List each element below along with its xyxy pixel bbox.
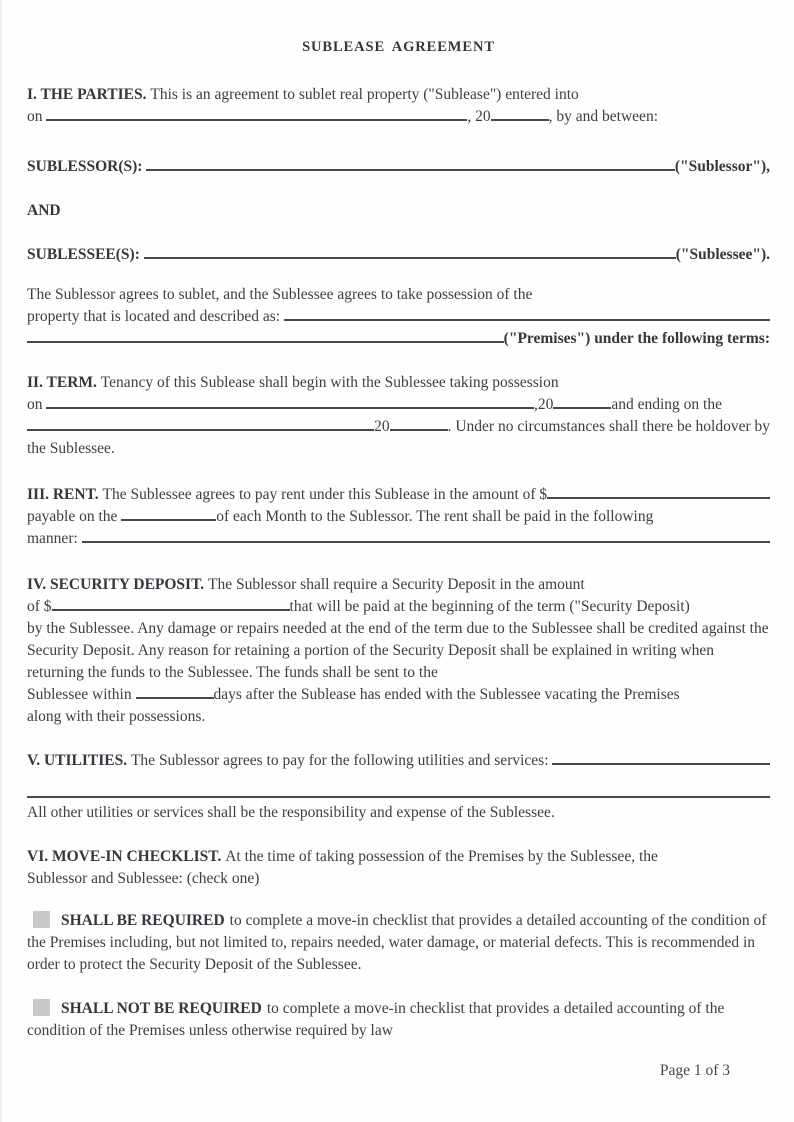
deposit-closing-line: along with their possessions.: [27, 708, 206, 725]
by-and-between-text: , by and between:: [548, 108, 658, 125]
term-heading: II. TERM.: [27, 374, 101, 391]
deposit-days-blank[interactable]: [136, 684, 214, 699]
sublessor-name-blank[interactable]: [146, 156, 675, 171]
deposit-return-line: [27, 684, 770, 706]
deposit-heading: IV. SECURITY DEPOSIT.: [27, 576, 209, 593]
term-ending-text: and ending on the: [611, 396, 722, 413]
utilities-list-blank-2[interactable]: [27, 778, 770, 798]
deposit-intro-line: [27, 574, 770, 596]
checklist-heading: VI. MOVE-IN CHECKLIST.: [27, 848, 226, 865]
not-required-checkbox[interactable]: [33, 999, 50, 1016]
term-start-date-line: [27, 394, 770, 416]
parties-heading: I. THE PARTIES.: [27, 86, 151, 103]
term-closing-line: the Sublessee.: [27, 440, 115, 457]
checklist-intro-text: At the time of taking possession of the Premises by the Sublessee, the: [225, 848, 658, 865]
deposit-within-prefix: Sublessee within: [27, 686, 136, 703]
term-end-date-blank[interactable]: [27, 416, 374, 431]
utilities-intro-text: The Sublessor agrees to pay for the following utilities and services:: [130, 752, 553, 769]
parties-intro-text: This is an agreement to sublet real property ("Sublease") entered into: [150, 86, 579, 103]
possession-paragraph: [27, 284, 770, 350]
document-title: SUBLEASE AGREEMENT: [302, 39, 495, 55]
possession-line-2: [27, 306, 770, 328]
checklist-intro-line-2: Sublessor and Sublessee: (check one): [27, 870, 260, 887]
premises-defined-term: ("Premises") under the following terms:: [503, 330, 770, 347]
rent-manner-label: manner:: [27, 530, 82, 547]
rent-intro-text: The Sublessee agrees to pay rent under this Sublease in the amount of $: [102, 486, 548, 503]
sublessor-defined-term: ("Sublessor"),: [674, 158, 770, 175]
rent-payable-prefix: payable on the: [27, 508, 122, 525]
utilities-closing-line: All other utilities or services shall be the responsibility and expense of the Sublessee.: [27, 804, 555, 821]
page-number: Page 1 of 3: [659, 1062, 730, 1079]
property-described-as-text: property that is located and described as:: [27, 308, 284, 325]
property-description-blank-1[interactable]: [284, 306, 770, 321]
sublessee-label: SUBLESSEE(S):: [27, 246, 144, 263]
term-intro-text: Tenancy of this Sublease shall begin with the Sublessee taking possession: [100, 374, 559, 391]
term-end-year-blank[interactable]: [390, 416, 448, 431]
rent-amount-blank[interactable]: [547, 484, 770, 499]
rent-day-blank[interactable]: [121, 506, 216, 521]
checklist-option-not-required: [27, 998, 770, 1042]
section-move-in-checklist: [27, 846, 770, 890]
sublessee-line: [27, 244, 770, 266]
term-holdover-text: . Under no circumstances shall there be holdover by: [447, 418, 770, 435]
not-required-option-label: SHALL NOT BE REQUIRED: [61, 1000, 262, 1017]
and-conjunction: AND: [27, 202, 61, 219]
rent-payable-suffix: of each Month to the Sublessor. The rent shall be paid in the following: [216, 508, 654, 525]
required-checkbox[interactable]: [33, 911, 50, 928]
sublessee-name-blank[interactable]: [144, 244, 676, 259]
rent-payable-line: [27, 506, 770, 528]
possession-line-1: The Sublessor agrees to sublet, and the Sublessee agrees to take possession of the: [27, 286, 533, 303]
deposit-of-label: of $: [27, 598, 52, 615]
term-intro-line: [27, 372, 770, 394]
property-description-blank-2[interactable]: [27, 328, 504, 343]
deposit-amount-line: [27, 596, 770, 618]
agreement-date-blank[interactable]: [46, 106, 467, 121]
term-start-year-blank[interactable]: [553, 394, 611, 409]
section-rent: [27, 484, 770, 550]
parties-intro-line: [27, 84, 770, 106]
deposit-intro-text: The Sublessor shall require a Security Deposit in the amount: [208, 576, 585, 593]
term-end-date-line: [27, 416, 770, 438]
rent-manner-line: [27, 528, 770, 550]
possession-line-3: [27, 328, 770, 350]
rent-manner-blank[interactable]: [82, 528, 770, 543]
rent-amount-line: [27, 484, 770, 506]
not-required-option-text: to complete a move-in checklist that provides a detailed accounting of the condition of the Premises unless otherwise required by law: [27, 1000, 725, 1039]
deposit-after-amount-text: that will be paid at the beginning of the term ("Security Deposit): [289, 598, 690, 615]
utilities-heading: V. UTILITIES.: [27, 752, 131, 769]
term-end-year-prefix: 20: [374, 418, 390, 435]
required-option-text: to complete a move-in checklist that provides a detailed accounting of the condition of the Premises including, but not limited to, repairs needed, water damage, or material defects. This is recommended in order to protect the Security Deposit of the Sublessee.: [27, 912, 767, 973]
checklist-intro-line-1: [27, 846, 770, 868]
sublessor-label: SUBLESSOR(S):: [27, 158, 147, 175]
utilities-list-blank-1[interactable]: [552, 750, 770, 765]
deposit-within-suffix: days after the Sublease has ended with the Sublessee vacating the Premises: [213, 686, 680, 703]
parties-date-line: [27, 106, 770, 128]
utilities-intro-line: [27, 750, 770, 772]
sublessor-line: [27, 156, 770, 178]
deposit-amount-blank[interactable]: [52, 596, 290, 611]
required-option-label: SHALL BE REQUIRED: [61, 912, 225, 929]
agreement-year-blank[interactable]: [491, 106, 549, 121]
rent-heading: III. RENT.: [27, 486, 103, 503]
section-utilities: [27, 750, 770, 824]
section-term: [27, 372, 770, 460]
deposit-body-text: by the Sublessee. Any damage or repairs needed at the end of the term due to the Sublessee shall be credited against the Security Deposit. Any reason for retaining a portion of the Security Deposit shall be explained in writing when returning the funds to the Sublessee. The funds shall be sent to the: [27, 620, 769, 681]
term-start-year-prefix: ,20: [533, 396, 554, 413]
checklist-option-required: [27, 910, 770, 976]
on-label: on: [27, 108, 47, 125]
sublessee-defined-term: ("Sublessee").: [675, 246, 770, 263]
section-parties: [27, 84, 770, 128]
term-on-label: on: [27, 396, 47, 413]
date-separator: , 20: [467, 108, 491, 125]
section-security-deposit: [27, 574, 770, 728]
term-start-date-blank[interactable]: [46, 394, 534, 409]
